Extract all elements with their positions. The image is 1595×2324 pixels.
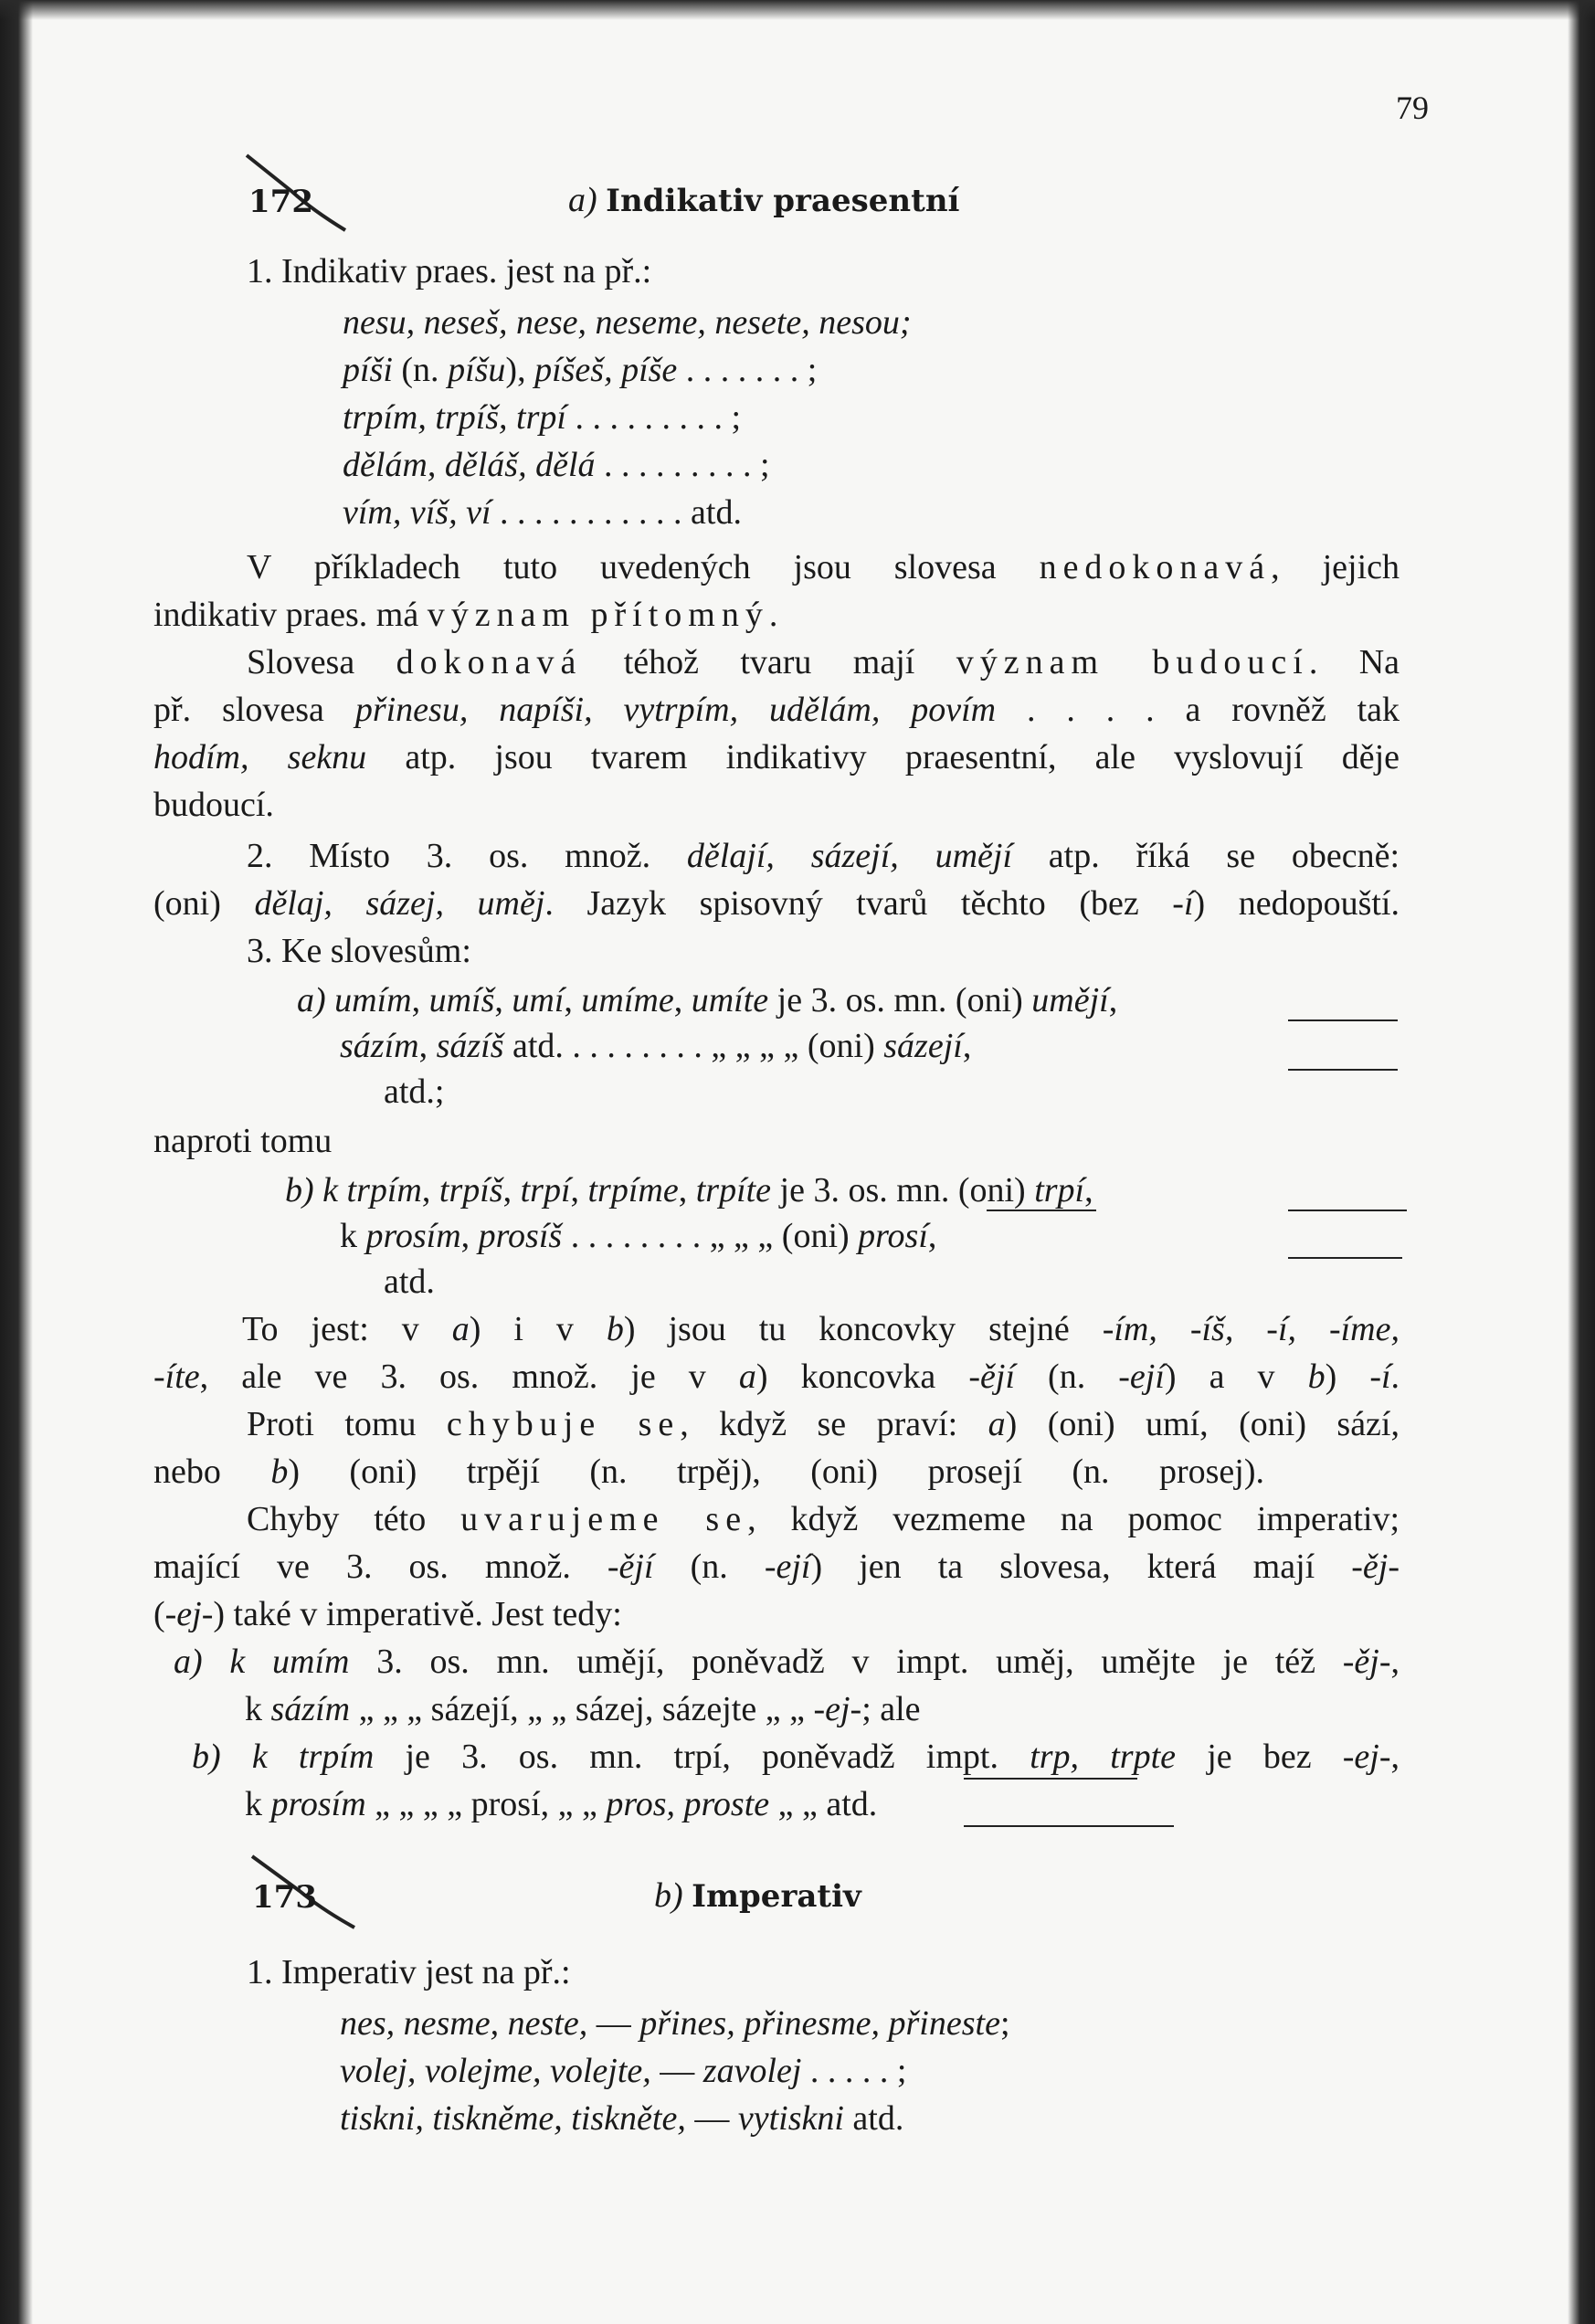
section-number: 173 — [252, 1879, 317, 1916]
t: Proti tomu — [247, 1405, 447, 1443]
t: nes, nesme, neste, — [340, 2004, 588, 2043]
t: b) k — [192, 1738, 299, 1776]
t: umíš — [428, 981, 495, 1019]
paragraph-line — [242, 1308, 1400, 1350]
t: je 3. os. mn. trpí, poněvadž impt. — [374, 1738, 1030, 1776]
t: sázím — [340, 1027, 419, 1065]
paragraph-line — [153, 689, 1400, 731]
paragraph-line — [153, 882, 1400, 924]
paragraph-line — [153, 1356, 1400, 1398]
t: -ejí — [1118, 1357, 1165, 1396]
paragraph-line — [153, 1451, 1264, 1493]
t: trpí — [1034, 1171, 1085, 1210]
t: ; ale — [861, 1690, 921, 1728]
t: — — [587, 2004, 640, 2043]
t: ; — [999, 2004, 1010, 2043]
t: „ „ „ sázejí, „ „ sázej, sázejte „ „ — [350, 1690, 814, 1728]
paragraph-line — [247, 546, 1400, 588]
t: , — [962, 1027, 972, 1065]
t: nebo — [153, 1452, 271, 1491]
t: ) i v — [469, 1310, 607, 1348]
ex: nesu, neseš, nese, neseme, nesete, nesou; — [343, 303, 912, 342]
example-line — [343, 491, 742, 533]
ex: (n. — [392, 351, 449, 389]
t: To jest: v — [242, 1310, 452, 1348]
t: . Jazyk spisovný tvarů těchto (bez - — [544, 884, 1184, 923]
list-item-a — [297, 979, 1117, 1021]
t: „ „ „ „ prosí, „ „ — [365, 1785, 607, 1823]
t: , — [1390, 1643, 1400, 1681]
paragraph-line — [153, 736, 1400, 778]
section-title — [568, 179, 959, 222]
t: — — [685, 2099, 738, 2138]
section-title — [654, 1875, 861, 1917]
t: pros, proste — [606, 1785, 770, 1823]
t: hodím, seknu — [153, 738, 367, 776]
t: trp, trpte — [1030, 1738, 1177, 1776]
t: trpí — [520, 1171, 571, 1210]
t: b — [606, 1310, 624, 1348]
title-text: Imperativ — [692, 1878, 861, 1915]
t: -ej- — [813, 1690, 862, 1728]
t: . . . . a rovněž tak — [996, 691, 1400, 729]
example-line — [340, 2002, 1010, 2044]
t: k — [245, 1690, 271, 1728]
list-item-b — [245, 1783, 877, 1825]
t: a) — [297, 981, 335, 1019]
t: k — [340, 1217, 366, 1255]
t: k — [245, 1785, 271, 1823]
t: , — [494, 981, 512, 1019]
t: (n. — [653, 1548, 765, 1586]
t: , — [421, 1171, 439, 1210]
t: trpíte — [695, 1171, 772, 1210]
t: ) a v — [1164, 1357, 1308, 1396]
t: , — [460, 1217, 479, 1255]
pencil-underline — [964, 1825, 1174, 1827]
list-item-a — [174, 1641, 1400, 1683]
t: umíte — [691, 981, 769, 1019]
t: tiskni, tiskněme, tiskněte, — [340, 2099, 686, 2138]
t: dělají, sázejí, umějí — [686, 837, 1013, 875]
t: ) nedopouští. — [1193, 884, 1400, 923]
t: umí — [512, 981, 565, 1019]
t: ) (oni) trpějí (n. trpěj), (oni) prosejí (n. prosej). — [288, 1452, 1264, 1491]
t: . — [1390, 1357, 1400, 1396]
t: zavolej — [702, 2052, 802, 2090]
paragraph-line — [247, 641, 1400, 683]
t: atp. říká se obecně: — [1012, 837, 1400, 875]
t: b — [270, 1452, 289, 1491]
ex: . . . . . . . . . ; — [565, 398, 742, 437]
page-number: 79 — [1396, 90, 1429, 126]
t: (oni) — [153, 884, 255, 923]
pencil-underline — [1288, 1069, 1398, 1071]
title-prefix: b) — [654, 1876, 683, 1915]
example-line — [343, 444, 770, 486]
t: ( — [153, 1595, 165, 1633]
t: „ „ atd. — [769, 1785, 878, 1823]
t: atd. . . . . . . . . „ „ „ „ (oni) — [503, 1027, 884, 1065]
t: umím — [334, 981, 412, 1019]
line: 1. Indikativ praes. jest na př.: — [247, 252, 652, 290]
section-number: 172 — [248, 184, 313, 220]
t: téhož tvaru mají — [582, 643, 915, 681]
t: chybuje se — [446, 1405, 681, 1443]
t: V příkladech tuto uvedených jsou slovesa — [247, 548, 997, 586]
t: prosíš — [478, 1217, 563, 1255]
pencil-underline — [1288, 1019, 1398, 1021]
t: je bez — [1176, 1738, 1343, 1776]
t: , — [673, 981, 692, 1019]
t: umíme — [581, 981, 674, 1019]
t: , — [502, 1171, 521, 1210]
t: význam přítomný — [427, 596, 769, 634]
t: -í — [1369, 1357, 1391, 1396]
t: , ale ve 3. os. množ. je v — [199, 1357, 739, 1396]
example-line — [340, 2050, 906, 2092]
t: , — [1084, 1171, 1093, 1210]
ex: . . . . . . . . . ; — [595, 446, 770, 484]
t: trpím — [346, 1171, 422, 1210]
list-item-b — [285, 1169, 1093, 1211]
t: 3. os. mn. umějí, poněvadž v impt. uměj, umějte je též — [349, 1643, 1343, 1681]
ex: . . . . . . . . . . . atd. — [491, 493, 742, 532]
t: , jejich — [1271, 548, 1400, 586]
t: atp. jsou tvarem indikativy praesentní, ale vyslovují děje — [366, 738, 1400, 776]
t: Slovesa — [247, 643, 355, 681]
t: -ej- — [1342, 1738, 1391, 1776]
t: -ej- — [164, 1595, 214, 1633]
t: í — [1183, 884, 1194, 923]
t: nedokonavá — [1039, 548, 1272, 586]
t: dokonavá — [396, 643, 583, 681]
t: . Na — [1308, 643, 1400, 681]
ex: píši — [343, 351, 393, 389]
t: ) koncovka — [755, 1357, 969, 1396]
example-line — [343, 301, 912, 343]
t: indikativ praes. má — [153, 596, 419, 634]
paragraph-line: naproti tomu — [153, 1122, 333, 1160]
t: -ejí — [764, 1548, 811, 1586]
scan-edge-left — [0, 0, 33, 2324]
t: prosí — [858, 1217, 928, 1255]
title-prefix: a) — [568, 181, 597, 219]
pencil-underline — [1288, 1257, 1402, 1259]
t: , když vezmeme na pomoc imperativ; — [747, 1500, 1400, 1538]
paragraph-line — [247, 1498, 1400, 1540]
paragraph-line: 3. Ke slovesům: — [247, 932, 471, 970]
t: prosím — [270, 1785, 366, 1823]
ex: píšu — [448, 351, 506, 389]
t: , — [418, 1027, 437, 1065]
t: . . . . . . . . „ „ „ (oni) — [562, 1217, 859, 1255]
paragraph-line — [247, 835, 1400, 877]
ex: trpím, trpíš, trpí — [343, 398, 566, 437]
t: ) jsou tu koncovky stejné — [623, 1310, 1103, 1348]
t: — — [650, 2052, 703, 2090]
t: je 3. os. mn. (oni) — [771, 1171, 1035, 1210]
t: (n. — [1015, 1357, 1119, 1396]
list-item-b — [340, 1215, 936, 1257]
t: trpím — [298, 1738, 375, 1776]
list-item-a: atd.; — [384, 1072, 445, 1111]
example-line — [343, 349, 817, 391]
t: 2. Místo 3. os. množ. — [247, 837, 687, 875]
t: , — [564, 981, 582, 1019]
pencil-underline — [1288, 1210, 1407, 1211]
ex: píšeš, píše — [534, 351, 678, 389]
paragraph-line — [153, 1593, 622, 1635]
t: ) také v imperativě. Jest tedy: — [213, 1595, 622, 1633]
t: -ějí — [607, 1548, 654, 1586]
t: . . . . . ; — [801, 2052, 907, 2090]
t: sázejí — [883, 1027, 963, 1065]
t: uvarujeme se — [460, 1500, 748, 1538]
t: sázím — [270, 1690, 351, 1728]
t: -ějí — [968, 1357, 1015, 1396]
t: a) k — [174, 1643, 273, 1681]
t: b — [1307, 1357, 1326, 1396]
t: Chyby této — [247, 1500, 461, 1538]
list-item-a — [340, 1025, 971, 1067]
t: ) — [1325, 1357, 1370, 1396]
t: a — [451, 1310, 470, 1348]
t: -ěj- — [1342, 1643, 1391, 1681]
t: , když se praví: — [680, 1405, 988, 1443]
t: umím — [272, 1643, 350, 1681]
t: , — [411, 981, 429, 1019]
t: dělaj, sázej, uměj — [254, 884, 545, 923]
t: význam budoucí — [956, 643, 1309, 681]
paragraph-line — [247, 1403, 1400, 1445]
t: -ím, -íš, -í, -íme, — [1102, 1310, 1400, 1348]
paragraph-line — [153, 594, 777, 636]
scan-edge-top — [0, 0, 1595, 20]
pencil-underline — [964, 1778, 1137, 1780]
t: , — [1108, 981, 1118, 1019]
t: a — [738, 1357, 756, 1396]
t: . — [768, 596, 778, 634]
paragraph-line — [153, 1546, 1400, 1588]
t: atd. — [843, 2099, 904, 2138]
list-item-b — [192, 1736, 1400, 1778]
scan-edge-right — [1568, 0, 1595, 2324]
t: , — [678, 1171, 696, 1210]
line: 1. Imperativ jest na př.: — [247, 1953, 571, 1991]
t: volej, volejme, volejte, — [340, 2052, 651, 2090]
t: sázíš — [436, 1027, 504, 1065]
t: přines, přinesme, přineste — [639, 2004, 1000, 2043]
ex: . . . . . . . ; — [677, 351, 818, 389]
t: vytiskni — [737, 2099, 844, 2138]
pencil-underline — [987, 1210, 1096, 1211]
example-line — [340, 2097, 903, 2139]
t: -íte — [153, 1357, 200, 1396]
ex: ), — [505, 351, 535, 389]
t: př. slovesa — [153, 691, 355, 729]
t: , — [570, 1171, 588, 1210]
t: ) jen ta slovesa, která mají — [810, 1548, 1352, 1586]
title-text: Indikativ praesentní — [606, 183, 960, 219]
t: b) k — [285, 1171, 347, 1210]
list-item-a — [245, 1688, 921, 1730]
t: trpíme — [587, 1171, 679, 1210]
example-line — [343, 396, 741, 438]
t: prosím — [365, 1217, 461, 1255]
t: ) (oni) umí, (oni) sází, — [1005, 1405, 1400, 1443]
ex: dělám, děláš, dělá — [343, 446, 596, 484]
t: a — [988, 1405, 1006, 1443]
t: je 3. os. mn. (oni) — [768, 981, 1032, 1019]
t: -ěj- — [1351, 1548, 1400, 1586]
t: , — [927, 1217, 937, 1255]
ex: vím, víš, ví — [343, 493, 491, 532]
t: , — [1390, 1738, 1400, 1776]
t: umějí — [1031, 981, 1109, 1019]
paragraph-line: budoucí. — [153, 786, 274, 824]
list-item-b: atd. — [384, 1262, 435, 1301]
t: trpíš — [438, 1171, 503, 1210]
t: mající ve 3. os. množ. — [153, 1548, 607, 1586]
t: přinesu, napíši, vytrpím, udělám, povím — [354, 691, 997, 729]
